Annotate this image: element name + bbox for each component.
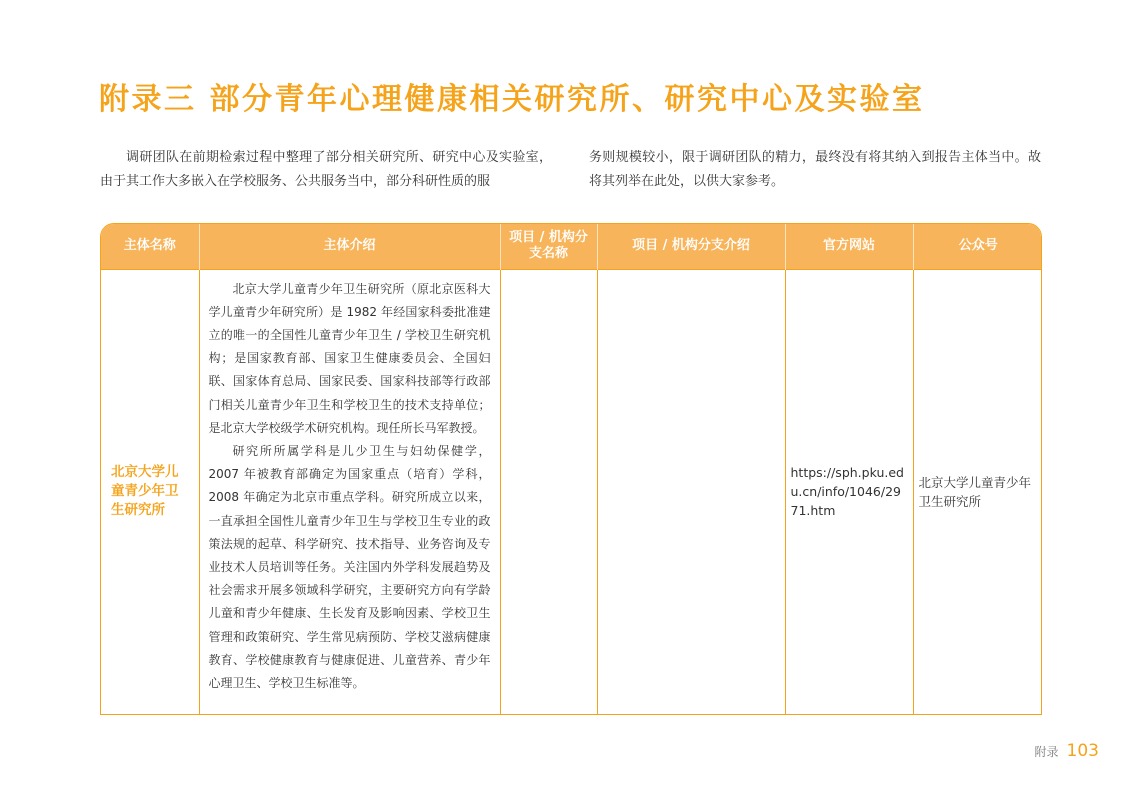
table-row bbox=[101, 269, 1042, 714]
header-wechat: 公众号 bbox=[913, 224, 1042, 269]
website-cell: https://sph.pku.edu.cn/info/1046/2971.htm bbox=[785, 269, 913, 714]
header-website: 官方网站 bbox=[785, 224, 913, 269]
wechat-cell: 北京大学儿童青少年卫生研究所 bbox=[913, 269, 1042, 714]
page-title: 附录三 部分青年心理健康相关研究所、研究中心及实验室 bbox=[99, 82, 925, 117]
page-footer bbox=[1035, 741, 1099, 761]
entity-intro-paragraph: 研究所所属学科是儿少卫生与妇幼保健学，2007 年被教育部确定为国家重点（培育）学科，2008 年确定为北京市重点学科。研究所成立以来，一直承担全国性儿童青少年卫生与学校卫生专业的政策法规的起草、科学研究、技术指导、业务咨询及专业技术人员培训等任务。关注国内外学科发展趋势及社会需求开展多领域科学研究，主要研究方向有学龄儿童和青少年健康、生长发育及影响因素、学校卫生管理和政策研究、学生常见病预防、学校艾滋病健康教育、学校健康教育与健康促进、儿童营养、青少年心理卫生、学校卫生标准等。 bbox=[208, 443, 491, 690]
branch-name-cell bbox=[500, 269, 597, 714]
entity-intro-cell bbox=[199, 269, 500, 714]
page-number: 103 bbox=[1066, 741, 1099, 761]
intro-paragraph-right: 务则规模较小，限于调研团队的精力，最终没有将其纳入到报告主体当中。故将其列举在此处，以供大家参考。 bbox=[589, 150, 1041, 189]
table-header-row bbox=[101, 224, 1042, 269]
institutions-table bbox=[100, 223, 1042, 715]
header-entity-name: 主体名称 bbox=[101, 224, 199, 269]
header-branch-name: 项目 / 机构分支名称 bbox=[500, 224, 597, 269]
entity-name-cell: 北京大学儿童青少年卫生研究所 bbox=[101, 269, 199, 714]
header-branch-intro: 项目 / 机构分支介绍 bbox=[597, 224, 785, 269]
intro-paragraph-left: 调研团队在前期检索过程中整理了部分相关研究所、研究中心及实验室，由于其工作大多嵌入在学校服务、公共服务当中，部分科研性质的服 bbox=[100, 150, 552, 189]
header-entity-intro: 主体介绍 bbox=[199, 224, 500, 269]
footer-section-label: 附录 bbox=[1034, 745, 1059, 759]
entity-intro-paragraph: 北京大学儿童青少年卫生研究所（原北京医科大学儿童青少年研究所）是 1982 年经国家科委批准建立的唯一的全国性儿童青少年卫生 / 学校卫生研究机构；是国家教育部、国家卫生健康委员会、全国妇联、国家体育总局、国家民委、国家科技部等行政部门相关儿童青少年卫生和学校卫生的技术支持单位；是北京大学校级学术研究机构。现任所长马军教授。 bbox=[208, 281, 491, 435]
branch-intro-cell bbox=[597, 269, 785, 714]
